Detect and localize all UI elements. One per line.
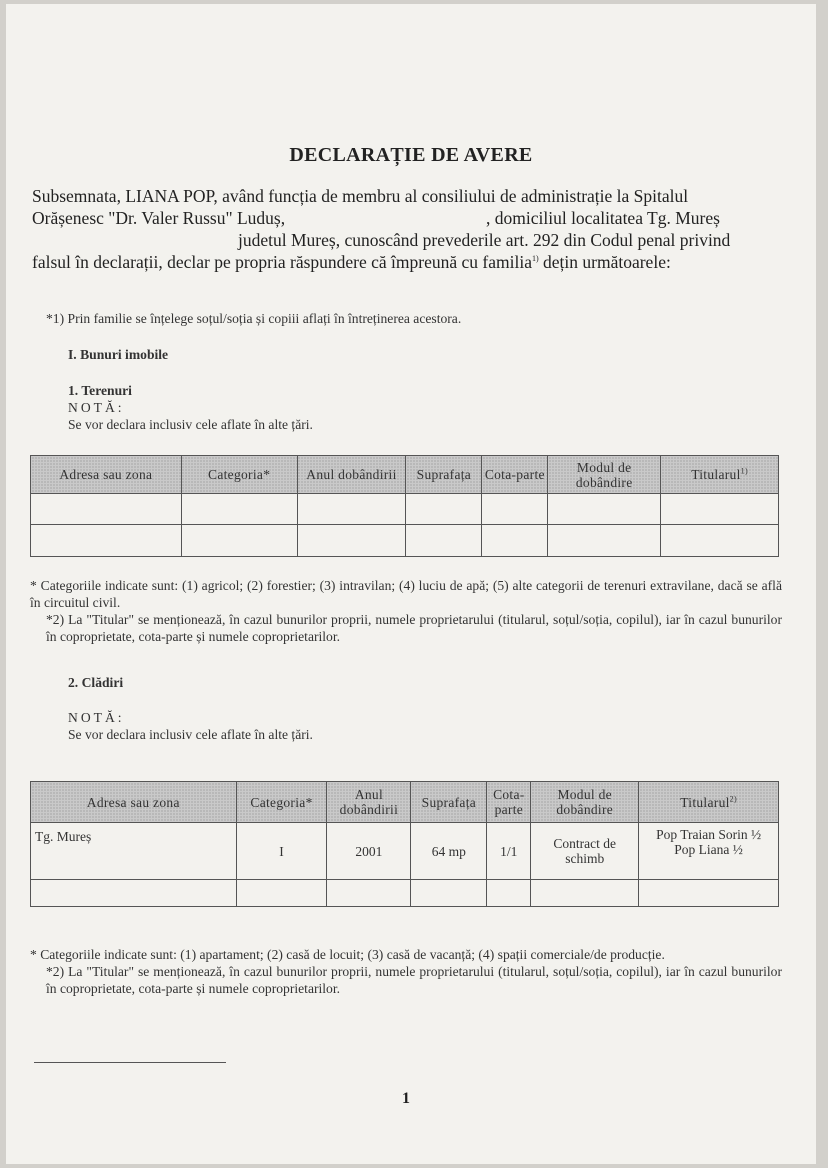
column-header: Titularul$^{1)}$ (661, 456, 779, 494)
column-header: Adresa sau zona (31, 456, 182, 494)
column-header: Suprafața (411, 782, 487, 823)
table-row (31, 494, 779, 525)
cladiri-footnotes (30, 946, 782, 997)
terenuri-footnote-2: *2) La "Titular" se menționează, în cazul bunurilor proprii, numele proprietarului (titularul, soțul/soția, copilul), iar în cazul bunurilor în coproprietate, cota-parte și numele coproprietarilor. (46, 612, 782, 644)
column-header: Adresa sau zona (31, 782, 237, 823)
column-header: Modul de dobândire (548, 456, 661, 494)
column-header: Categoria* (236, 782, 327, 823)
cladiri-table (30, 781, 779, 907)
column-header: Cota-parte (487, 782, 531, 823)
terenuri-heading: 1. Terenuri (68, 383, 132, 398)
column-header: Anul dobândirii (327, 782, 411, 823)
section-heading-imobile: I. Bunuri imobile (68, 347, 169, 362)
page-title: DECLARAȚIE DE AVERE (289, 144, 533, 166)
column-header: Cota-parte (482, 456, 548, 494)
cladiri-nota-text: Se vor declara inclusiv cele aflate în alte țări. (68, 727, 313, 742)
terenuri-table (30, 455, 779, 557)
cladiri-nota-label: NOTĂ: (68, 710, 125, 725)
column-header: Categoria* (181, 456, 297, 494)
column-header: Modul de dobândire (531, 782, 639, 823)
intro-line-3: judetul Mureș, cunoscând prevederile art. 292 din Codul penal privind (238, 230, 731, 250)
intro-line-2: Orășenesc "Dr. Valer Russu" Luduș, , domiciliul localitatea Tg. Mureș (32, 208, 720, 228)
cladiri-footnote-1: * Categoriile indicate sunt: (1) apartament; (2) casă de locuit; (3) casă de vacanță; (4) spații comerciale/de producție. (30, 947, 665, 962)
table-header-row (31, 456, 779, 494)
footnote-divider (34, 1062, 226, 1063)
cladiri-block (68, 674, 313, 743)
column-header: Anul dobândirii (297, 456, 406, 494)
page-number: 1 (402, 1090, 410, 1107)
terenuri-nota-text: Se vor declara inclusiv cele aflate în alte țări. (68, 417, 313, 432)
intro-paragraph (32, 185, 792, 273)
cladiri-footnote-2: *2) La "Titular" se menționează, în cazul bunurilor proprii, numele proprietarului (titularul, soțul/soția, copilul), iar în cazul bunurilor în coproprietate, cota-parte și numele coproprietarilor. (46, 964, 782, 996)
terenuri-block (68, 382, 313, 433)
family-footnote: *1) Prin familie se înțelege soțul/soția și copiii aflați în întreținerea acestora. (46, 311, 462, 326)
table-row: Tg. Mureș I 2001 64 mp 1/1 Contract de schimb Pop Traian Sorin ½ Pop Liana ½ (31, 823, 779, 880)
terenuri-footnotes (30, 577, 782, 645)
table-row (31, 525, 779, 557)
intro-line-1: Subsemnata, LIANA POP, având funcția de membru al consiliului de administrație la Spitalul (32, 186, 689, 206)
terenuri-footnote-1: * Categoriile indicate sunt: (1) agricol; (2) forestier; (3) intravilan; (4) luciu de apă; (5) alte categorii de terenuri extravilane, dacă se află în circuitul civil. (30, 578, 782, 610)
column-header: Suprafața (406, 456, 482, 494)
terenuri-nota-label: NOTĂ: (68, 400, 125, 415)
cladiri-heading: 2. Clădiri (68, 675, 124, 690)
column-header: Titularul$^{2)}$ (639, 782, 779, 823)
table-row (31, 880, 779, 907)
table-header-row (31, 782, 779, 823)
document-page (6, 4, 816, 1164)
intro-line-4: falsul în declarații, declar pe propria răspundere că împreună cu familia$^{1)}$ dețin următoarele: (32, 252, 671, 272)
